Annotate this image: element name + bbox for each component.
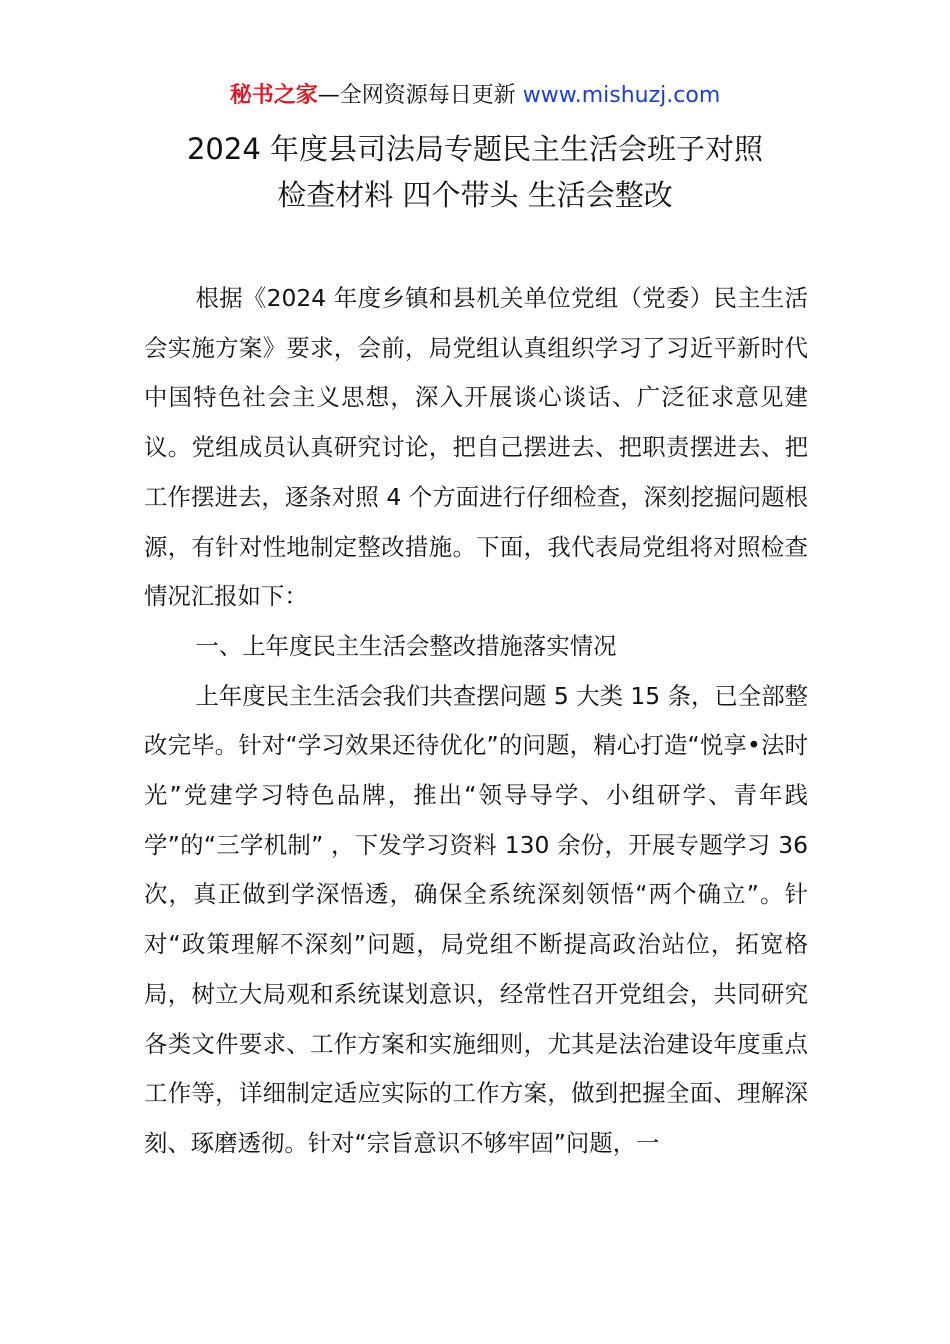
site-url-link[interactable]: www.mishuzj.com: [522, 83, 721, 108]
site-name: 秘书之家: [229, 83, 318, 108]
site-tagline: —全网资源每日更新: [317, 83, 523, 108]
paragraph-rectification: 上年度民主生活会我们共查摆问题 5 大类 15 条，已全部整改完毕。针对“学习效果还待优化”的问题，精心打造“悦享•法时光”党建学习特色品牌，推出“领导导学、小组研学、青年践学”的“三学机制” ，下发学习资料 130 余份，开展专题学习 36 次，真正做到学深悟透，确保全系统深刻领悟“两个确立”。针对“政策理解不深刻”问题，局党组不断提高政治站位，拓宽格局，树立大局观和系统谋划意识，经常性召开党组会，共同研究各类文件要求、工作方案和实施细则，尤其是法治建设年度重点工作等，详细制定适应实际的工作方案，做到把握全面、理解深刻、琢磨透彻。针对“宗旨意识不够牢固”问题，一: [144, 681, 808, 1157]
paragraph-intro: 根据《2024 年度乡镇和县机关单位党组（党委）民主生活会实施方案》要求，会前，局党组认真组织学习了习近平新时代中国特色社会主义思想，深入开展谈心谈话、广泛征求意见建议。党组成员认真研究讨论，把自己摆进去、把职责摆进去、把工作摆进去，逐条对照 4 个方面进行仔细检查，深刻挖掘问题根源，有针对性地制定整改措施。下面，我代表局党组将对照检查情况汇报如下：: [144, 284, 808, 611]
site-header: [0, 80, 950, 112]
title-line-1: 2024 年度县司法局专题民主生活会班子对照: [186, 132, 764, 166]
document-body: [144, 274, 808, 1169]
section-heading-1: 一、上年度民主生活会整改措施落实情况: [195, 631, 617, 660]
title-line-2: 检查材料 四个带头 生活会整改: [277, 178, 673, 212]
document-title: [100, 126, 850, 218]
